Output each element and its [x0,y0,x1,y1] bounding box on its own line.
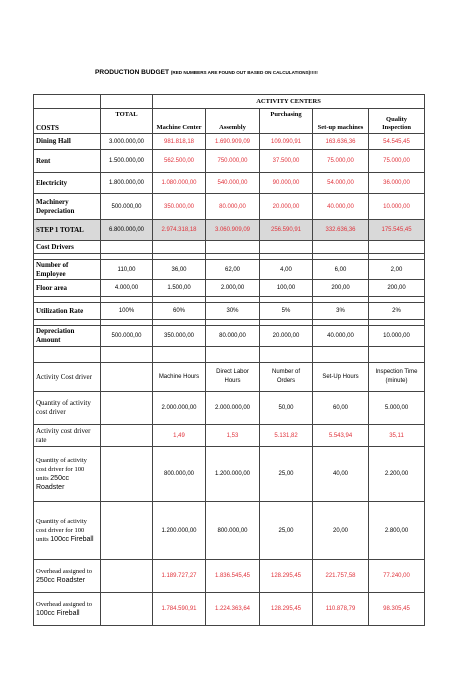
row-quantity-roadster: Quantity of activity cost driver for 100 units 250cc Roadster 800.000,00 1.200.000,00 25,00 40,00 2.200,00 [34,447,425,502]
setup-machines-header: Set-up machines [313,109,369,134]
row-machinery-depreciation: Machinery Depreciation 500.000,00 350.000,00 80.000,00 20.000,00 40.000,00 10.000,00 [34,194,425,220]
budget-table [33,94,425,626]
costs-header: COSTS [34,109,101,134]
row-step1-total: STEP 1 TOTAL 6.800.000,00 2.974.318,18 3.060.909,09 256.590,91 332.636,36 175.545,45 [34,220,425,241]
row-dining-hall: Dining Hall 3.000.000,00 981.818,18 1.690.909,09 109.090,91 163.636,36 54.545,45 [34,134,425,150]
row-depreciation: Depreciation Amount 500.000,00 350.000,00 80.000,00 20.000,00 40.000,00 10.000,00 [34,326,425,347]
row-quantity-fireball: Quantity of activity cost driver for 100 units 100cc Fireball 1.200.000,00 800.000,00 25,00 20,00 2.800,00 [34,502,425,560]
title-main: PRODUCTION BUDGET [95,69,169,76]
row-employees: Number of Employee 110,00 36,00 62,00 4,00 6,00 2,00 [34,260,425,280]
title-note: (RED NUMBERS ARE FOUND OUT BASED ON CALCULATIONS)!!!!! [170,70,318,75]
quality-inspection-header: Quality Inspection [369,109,425,134]
total-header: TOTAL [101,109,153,134]
row-activity-quantity: Quantity of activity cost driver 2.000.000,00 2.000.000,00 50,00 60,00 5.000,00 [34,392,425,425]
header-row-2 [34,109,425,134]
row-activity-rate: Activity cost driver rate 1,49 1,53 5.131,82 5.543,94 35,11 [34,425,425,447]
row-floor-area: Floor area 4.000,00 1.500,00 2.000,00 100,00 200,00 200,00 [34,280,425,297]
row-rent: Rent 1.500.000,00 562.500,00 750.000,00 37.500,00 75.000,00 75.000,00 [34,150,425,173]
row-overhead-fireball: Overhead assigned to 100cc Fireball 1.784.590,91 1.224.363,64 128.295,45 110.878,79 98.305,45 [34,593,425,626]
row-cost-drivers-header: Cost Drivers [34,241,425,254]
machine-center-header: Machine Center [153,109,206,134]
purchasing-header: Purchasing [260,109,313,134]
assembly-header: Assembly [206,109,260,134]
row-spacer [34,347,425,363]
activity-centers-header: ACTIVITY CENTERS [153,95,425,109]
row-utilization: Utilization Rate 100% 60% 30% 5% 3% 2% [34,303,425,320]
row-electricity: Electricity 1.800.000,00 1.080.000,00 540.000,00 90.000,00 54.000,00 36.000,00 [34,173,425,194]
row-overhead-roadster: Overhead assigned to 250cc Roadster 1.189.727,27 1.836.545,45 128.295,45 221.757,58 77.240,00 [34,560,425,593]
header-row-1 [34,95,425,109]
row-activity-driver: Activity Cost driver Machine Hours Direct Labor Hours Number of Orders Set-Up Hours Inspection Time (minute) [34,363,425,392]
page-title [95,69,318,76]
